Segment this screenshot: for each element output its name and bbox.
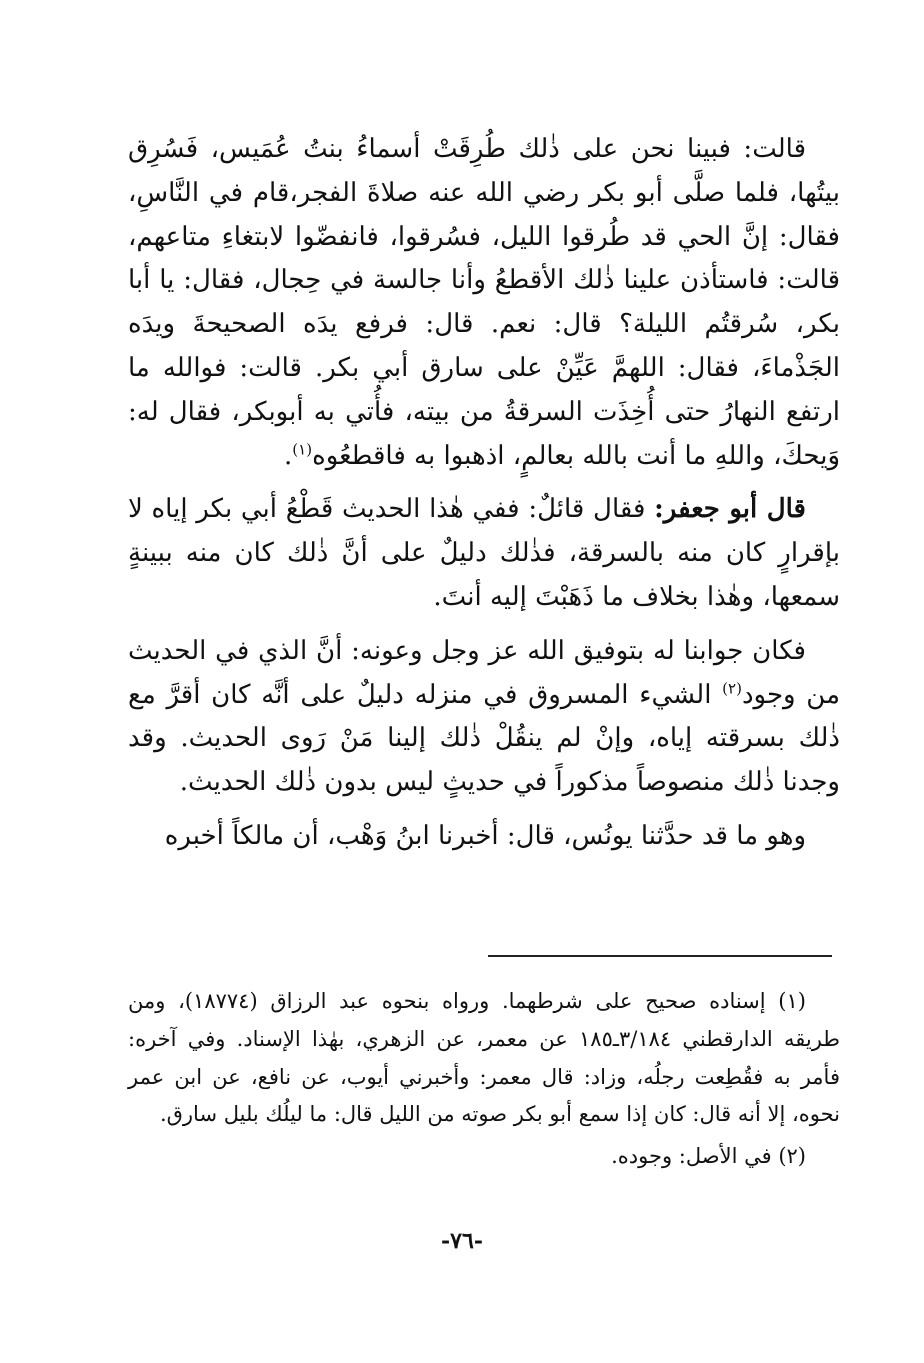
paragraph-text-before-ref: فكان جوابنا له بتوفيق الله عز وجل وعونه: أنَّ الذي في الحديث من وجود (128, 635, 840, 710)
paragraph-text: فقال قائلٌ: ففي هٰذا الحديث قَطْعُ أبي بكر إياه لا بإقرارٍ كان منه بالسرقة، فذٰلك دليلٌ على أنَّ ذٰلك كان منه ببينةٍ سمعها، وهٰذا بخلاف ما ذَهَبْتَ إليه أنتَ. (128, 494, 840, 612)
speaker-label: قال أبو جعفر: (654, 494, 806, 525)
paragraph-end-mark: . (284, 440, 293, 471)
paragraph-text: وهو ما قد حدَّثنا يونُس، قال: أخبرنا ابنُ وَهْب، أن مالكاً أخبره (164, 820, 806, 851)
paragraph-yunus (128, 815, 840, 859)
footnote-1: (١) إسناده صحيح على شرطهما. ورواه بنحوه عبد الرزاق (١٨٧٧٤)، ومن طريقه الدارقطني ٣/١٨٤ـ١٨٥ عن معمر، عن الزهري، بهٰذا الإسناد. وفي آخره: فأمر به فقُطِعت رجلُه، وزاد: قال معمر: وأخبرني أيوب، عن نافع، عن ابن عمر نحوه، إلا أنه قال: كان إذا سمع أبو بكر صوته من الليل قال: ما ليلُك بليل سارق. (128, 989, 841, 1127)
footnotes (128, 983, 840, 1176)
paragraph-text-after-ref: الشيء المسروق في منزله دليلٌ على أنَّه كان أقرَّ مع ذٰلك بسرقته إياه، وإنْ لم ينقُلْ ذٰلك إلينا مَنْ رَوى الحديث. وقد وجدنا ذٰلك منصوصاً مذكوراً في حديثٍ ليس بدون ذٰلك الحديث. (128, 679, 840, 798)
paragraph-abu-jafar (128, 488, 840, 619)
paragraph-reply (128, 630, 840, 805)
paragraph-asma-narration (128, 128, 840, 478)
footnote-ref-1: (١) (292, 439, 313, 458)
main-text (128, 128, 840, 859)
paragraph-text: قالت: فبينا نحن على ذٰلك طُرِقَتْ أسماءُ بنتُ عُمَيس، فَسُرِق بيتُها، فلما صلَّى أبو بكر رضي الله عنه صلاةَ الفجر،قام في النَّاسِ، فقال: إنَّ الحي قد طُرقوا الليل، فسُرقوا، فانفضّوا لابتغاءِ متاعهم، قالت: فاستأذن علينا ذٰلك الأقطعُ وأنا جالسة في حِجال، فقال: يا أبا بكر، سُرقتُم الليلة؟ قال: نعم. قال: فرفع يدَه الصحيحةَ ويدَه الجَذْماءَ، فقال: اللهمَّ عَيِّنْ على سارق أبي بكر. قالت: فوالله ما ارتفع النهارُ حتى أُخِذَت السرقةُ من بيته، فأُتي به أبوبكر، فقال له: وَيحكَ، واللهِ ما أنت بالله بعالمٍ، اذهبوا به فاقطعُوه (128, 134, 840, 471)
footnote-2: (٢) في الأصل: وجوده. (611, 1144, 806, 1169)
page-number: -٧٦- (441, 1228, 483, 1254)
footnote-divider (488, 955, 832, 957)
footnote-ref-2: (٢) (722, 678, 742, 697)
